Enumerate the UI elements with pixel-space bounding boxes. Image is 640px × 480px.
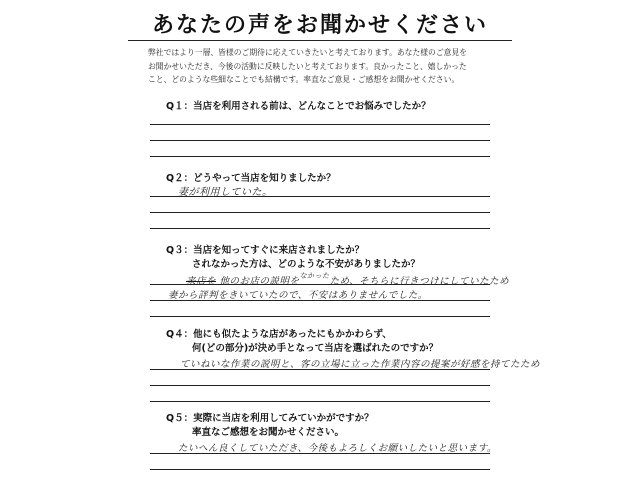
- answer-line: [150, 401, 490, 402]
- struck-text: 来店を: [186, 276, 217, 287]
- answer-line: [150, 228, 490, 229]
- question-2: [166, 170, 336, 184]
- answer-line: [150, 300, 490, 301]
- answer-line: [150, 385, 490, 386]
- answer-line: [150, 453, 490, 454]
- intro-line: お聞かせいただき、今後の活動に反映したいと考えております。良かったこと、嬉しかった: [148, 61, 467, 71]
- page-title: あなたの声をお聞かせください: [151, 13, 488, 38]
- question-label: Q１：当店を利用される前は、どんなことでお悩みでしたか？: [166, 101, 431, 112]
- question-label: Q４：他にも似たような店があったにもかかわらず、: [166, 329, 392, 340]
- answer-line: [150, 124, 490, 125]
- question-3: [166, 242, 420, 270]
- answer-fragment: 他のお店の説明を: [219, 276, 300, 287]
- intro-line: 弊社ではより一層、皆様のご期待に応えていきたいと考えております。あなた様のご意見を: [148, 48, 468, 57]
- question-1: [166, 98, 431, 112]
- question-4: [166, 326, 438, 354]
- inserted-text: なかった: [299, 272, 330, 280]
- answer-q2: 妻が利用していた。: [178, 187, 273, 198]
- question-label: Q２：どうやって当店を知りましたか？: [166, 173, 336, 184]
- question-5: [166, 410, 374, 438]
- answer-q4: ていねいな作業の説明と、客の立場に立った作業内容の提案が好感を持てたため: [180, 359, 541, 370]
- question-sub: されなかった方は、どのような不安がありましたか？: [192, 259, 421, 270]
- answer-line: [150, 469, 490, 470]
- answer-q5: たいへん良くしていただき、今後もよろしくお願いしたいと思います。: [178, 443, 497, 454]
- answer-line: [150, 316, 490, 317]
- answer-line: [150, 196, 490, 197]
- intro-line: こと、どのような些細なことでも結構です。率直なご意見・ご感想をお聞かせください。: [148, 75, 460, 84]
- answer-line: [150, 140, 490, 141]
- title-divider: [128, 40, 512, 41]
- answer-line: [150, 212, 490, 213]
- intro-text: [148, 46, 508, 87]
- question-label: Q３：当店を知ってすぐに来店されましたか？: [166, 245, 365, 256]
- question-sub: 何(どの部分)が決め手となって当店を選ばれたのですか？: [192, 343, 439, 354]
- question-sub: 率直なご感想をお聞かせください。: [192, 427, 345, 438]
- answer-line: [150, 284, 490, 285]
- answer-q3-line2: 妻から評判をきいていたので、不安はありませんでした。: [168, 290, 428, 301]
- answer-fragment: ため、そちらに行きつけにしていたため: [329, 276, 510, 287]
- answer-line: [150, 369, 490, 370]
- answer-line: [150, 156, 490, 157]
- question-label: Q５：実際に当店を利用してみていかがですか？: [166, 413, 374, 424]
